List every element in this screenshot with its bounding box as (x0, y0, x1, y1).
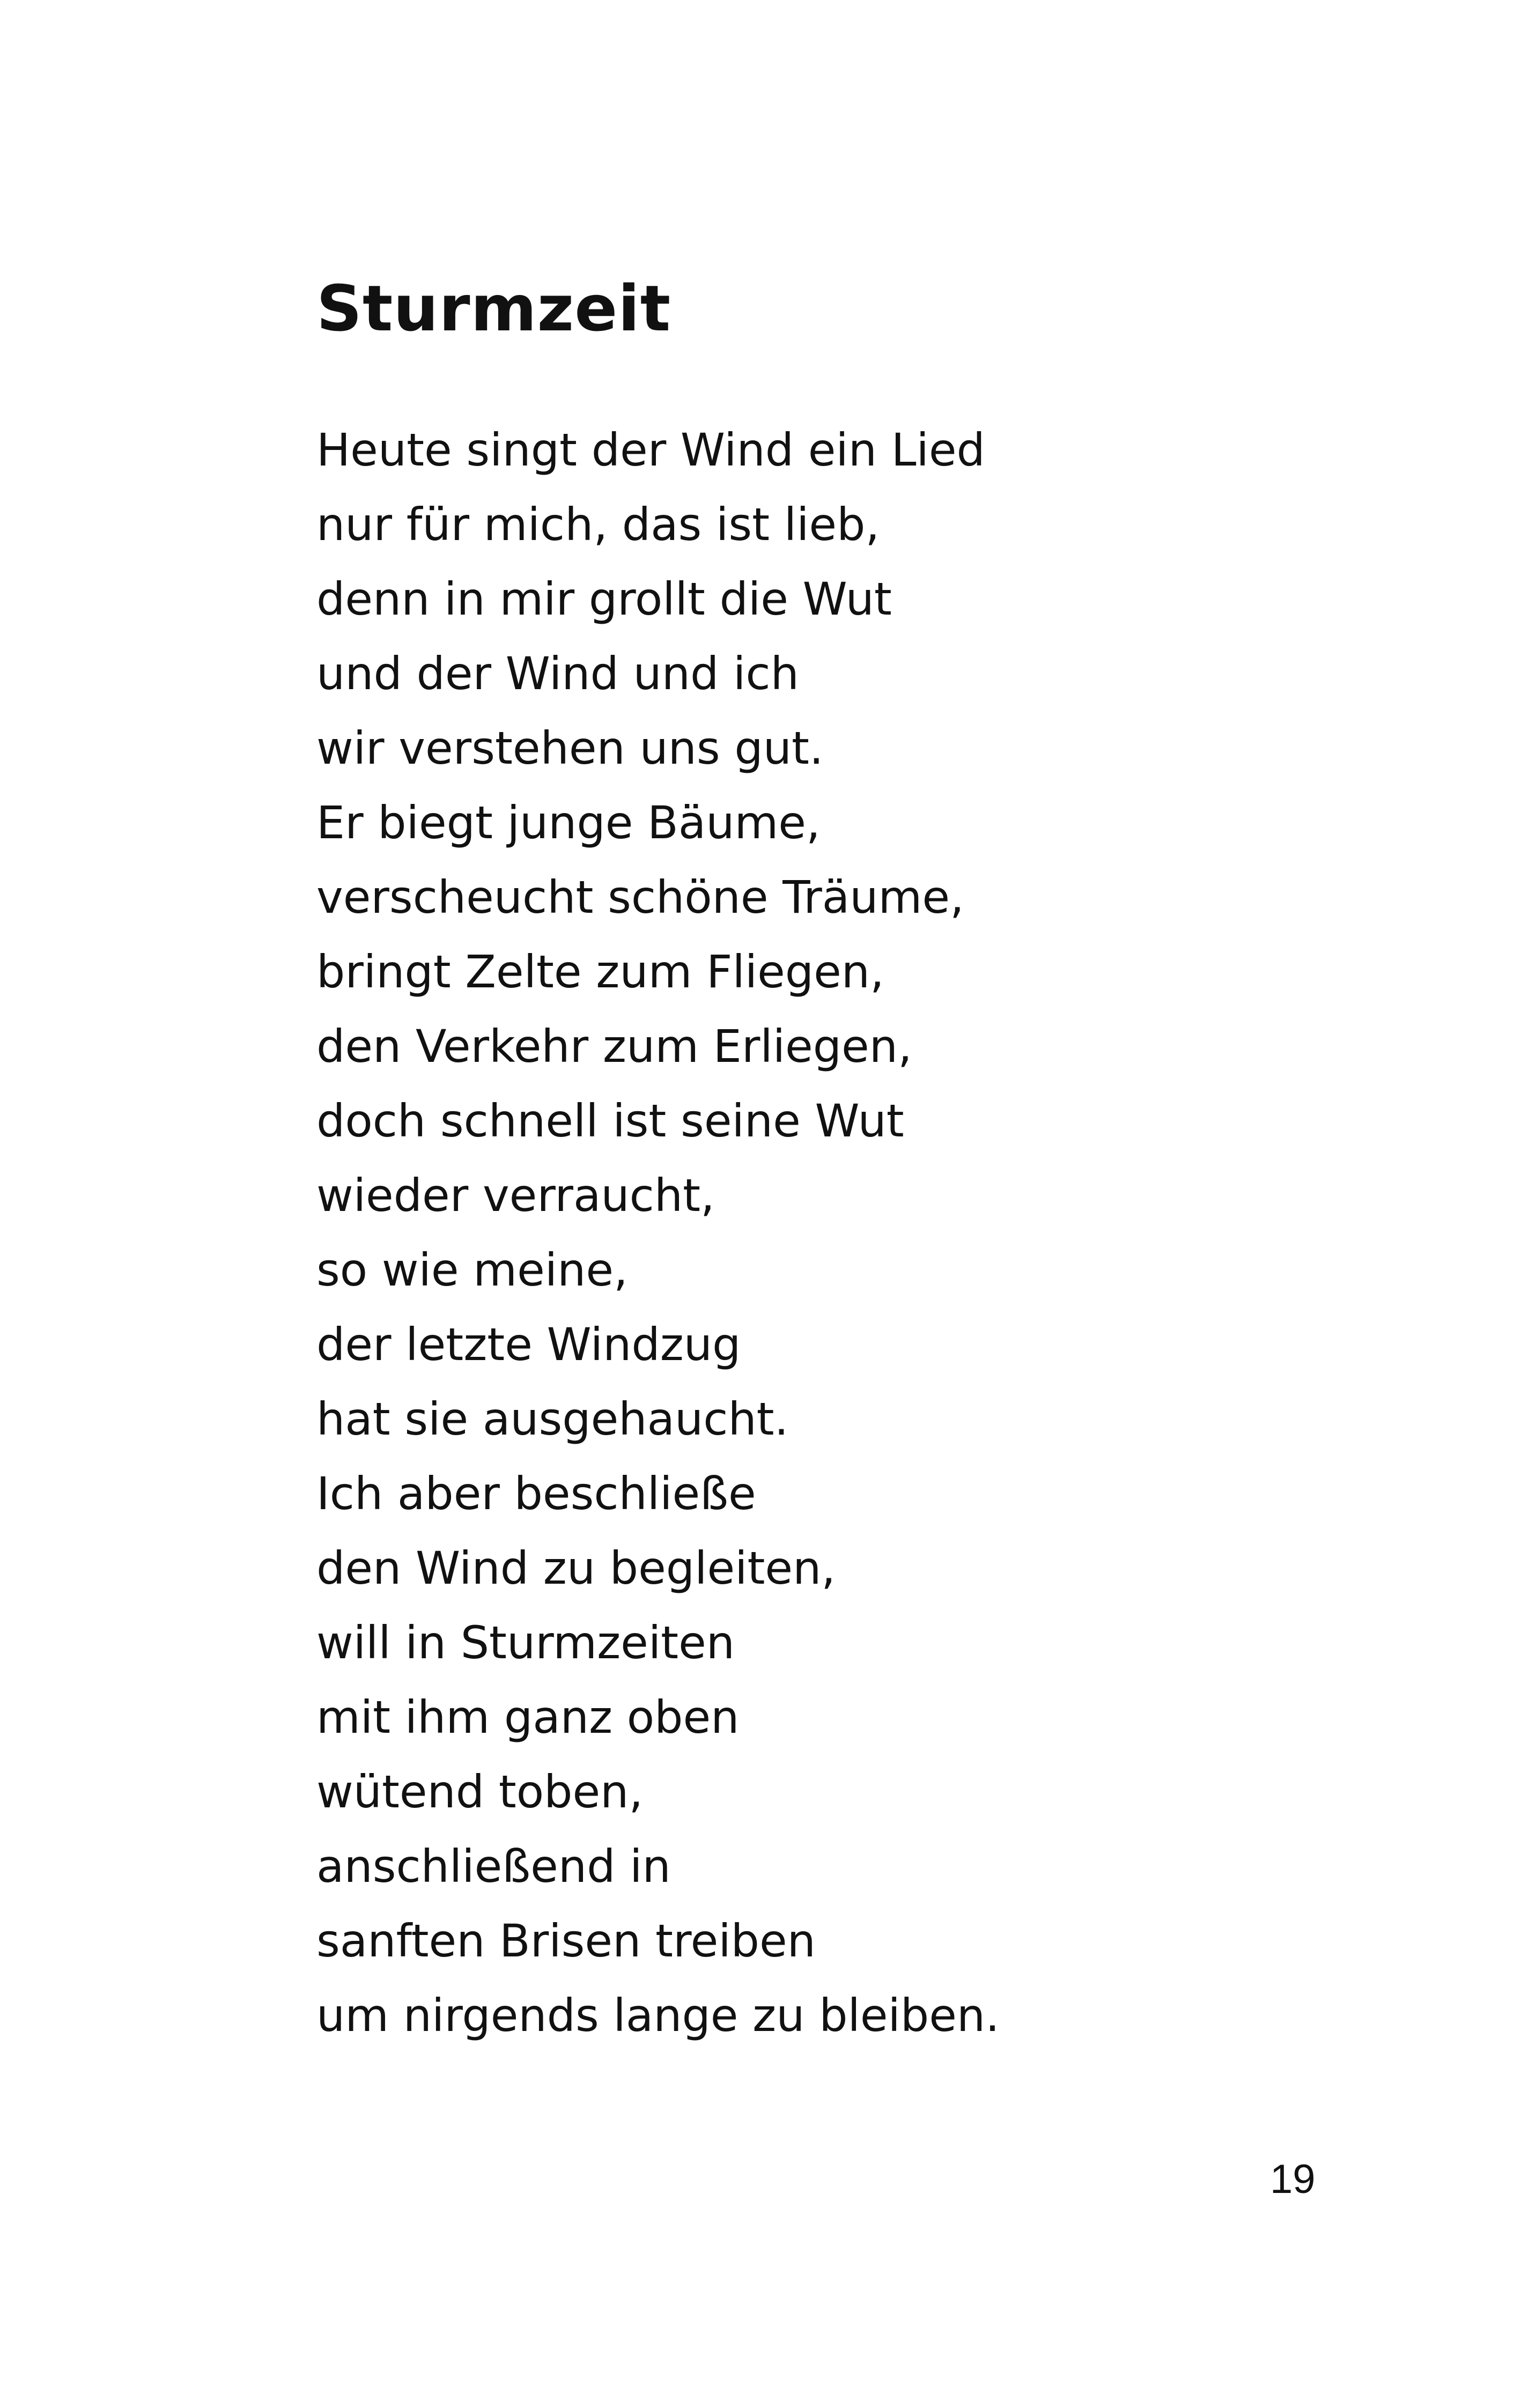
verse-line: will in Sturmzeiten (316, 1616, 735, 1669)
verse-line: um nirgends lange zu bleiben. (316, 1989, 1000, 2042)
verse-line: doch schnell ist seine Wut (316, 1095, 904, 1147)
page-number: 19 (1270, 2156, 1316, 2202)
verse-line: Er biegt junge Bäume, (316, 796, 821, 849)
verse-line: und der Wind und ich (316, 647, 799, 700)
verse-line: der letzte Windzug (316, 1318, 741, 1371)
verse-line: wieder verraucht, (316, 1169, 715, 1222)
verse-line: denn in mir grollt die Wut (316, 573, 892, 625)
poem-body (316, 413, 1000, 2053)
verse-line: sanften Brisen treiben (316, 1915, 816, 1967)
verse-line: bringt Zelte zum Fliegen, (316, 946, 884, 998)
verse-line: wütend toben, (316, 1766, 644, 1818)
poem-title: Sturmzeit (316, 271, 671, 345)
verse-line: den Verkehr zum Erliegen, (316, 1020, 912, 1073)
verse-line: mit ihm ganz oben (316, 1691, 740, 1744)
verse-line: so wie meine, (316, 1244, 628, 1296)
verse-line: verscheucht schöne Träume, (316, 871, 964, 924)
verse-line: anschließend in (316, 1840, 671, 1893)
verse-line: wir verstehen uns gut. (316, 722, 824, 774)
verse-line: Heute singt der Wind ein Lied (316, 424, 985, 476)
verse-line: nur für mich, das ist lieb, (316, 498, 880, 551)
verse-line: Ich aber beschließe (316, 1467, 756, 1520)
verse-line: hat sie ausgehaucht. (316, 1393, 789, 1445)
verse-line: den Wind zu begleiten, (316, 1542, 836, 1594)
